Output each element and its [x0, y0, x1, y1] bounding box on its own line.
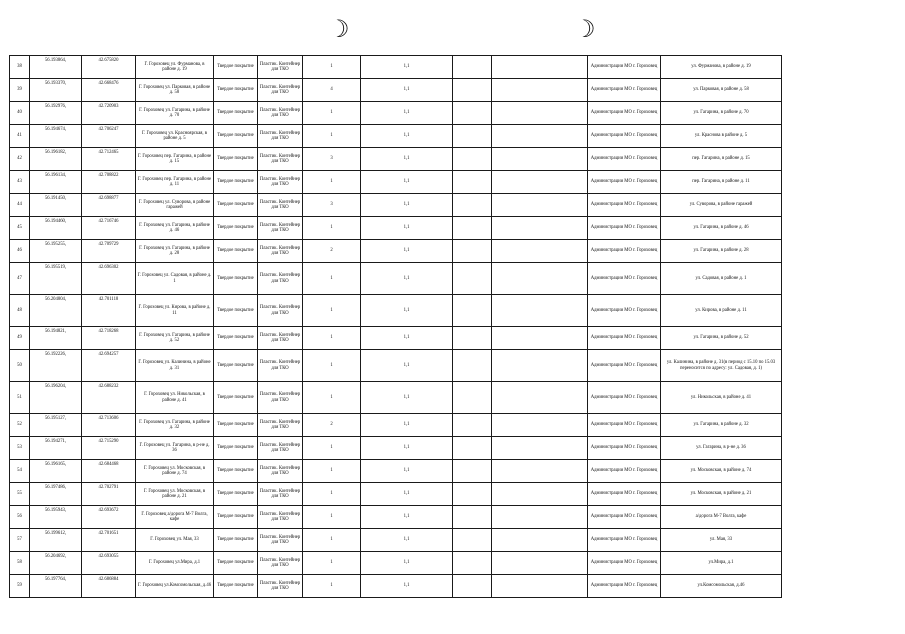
container-count: 1: [303, 171, 361, 194]
empty-cell: [453, 56, 492, 79]
table-row: [10, 382, 782, 414]
table-row: [10, 79, 782, 102]
owner-name: Администрации МО г. Гороховец: [588, 56, 661, 79]
container-type: Пластик. Контейнер для ТКО: [258, 437, 303, 460]
source-address: ул.Комсомольская, д.46: [661, 575, 782, 598]
container-volume: 1,1: [361, 148, 453, 171]
container-volume: 1,1: [361, 437, 453, 460]
owner-name: Администрации МО г. Гороховец: [588, 125, 661, 148]
empty-cell: [492, 327, 588, 350]
source-address: ул. Мая, 33: [661, 529, 782, 552]
empty-cell: [453, 350, 492, 382]
site-address: Г. Гороховец ул. Мая, 33: [136, 529, 214, 552]
page-mark-left: ☽: [328, 17, 350, 43]
latitude: 56.195943,: [30, 506, 82, 529]
source-address: а/дорога М-7 Волга, кафе: [661, 506, 782, 529]
empty-cell: [492, 217, 588, 240]
table-row: [10, 56, 782, 79]
site-address: Г. Гороховец ул. Кирова, в районе д. 11: [136, 295, 214, 327]
surface-type: Твердое покрытие: [214, 194, 258, 217]
longitude: 42.684468: [82, 460, 136, 483]
empty-cell: [453, 483, 492, 506]
row-number: 38: [10, 56, 30, 79]
table-row: [10, 350, 782, 382]
owner-name: Администрации МО г. Гороховец: [588, 240, 661, 263]
owner-name: Администрации МО г. Гороховец: [588, 483, 661, 506]
container-type: Пластик. Контейнер для ТКО: [258, 575, 303, 598]
surface-type: Твердое покрытие: [214, 56, 258, 79]
site-address: Г. Гороховец ул.Мира, д.1: [136, 552, 214, 575]
table-row: [10, 327, 782, 350]
table-row: [10, 263, 782, 295]
container-type: Пластик. Контейнер для ТКО: [258, 552, 303, 575]
container-count: 4: [303, 79, 361, 102]
container-type: Пластик. Контейнер для ТКО: [258, 148, 303, 171]
container-count: 2: [303, 240, 361, 263]
container-type: Пластик. Контейнер для ТКО: [258, 263, 303, 295]
row-number: 52: [10, 414, 30, 437]
empty-cell: [453, 575, 492, 598]
site-address: Г. Гороховец ул. Красноярская, в районе д. 5: [136, 125, 214, 148]
row-number: 58: [10, 552, 30, 575]
surface-type: Твердое покрытие: [214, 125, 258, 148]
surface-type: Твердое покрытие: [214, 460, 258, 483]
container-type: Пластик. Контейнер для ТКО: [258, 194, 303, 217]
site-address: Г. Гороховец ул. Московская, в районе д. 74: [136, 460, 214, 483]
container-volume: 1,1: [361, 263, 453, 295]
empty-cell: [453, 194, 492, 217]
container-count: 1: [303, 263, 361, 295]
site-address: Г. Гороховец ул. Гагарина, в р-не д. 36: [136, 437, 214, 460]
empty-cell: [453, 327, 492, 350]
site-address: Г. Гороховец ул.Комсомольская, д.46: [136, 575, 214, 598]
empty-cell: [453, 263, 492, 295]
latitude: 56.196204,: [30, 382, 82, 414]
owner-name: Администрации МО г. Гороховец: [588, 295, 661, 327]
container-count: 1: [303, 125, 361, 148]
container-type: Пластик. Контейнер для ТКО: [258, 56, 303, 79]
row-number: 49: [10, 327, 30, 350]
longitude: 42.718268: [82, 327, 136, 350]
owner-name: Администрации МО г. Гороховец: [588, 437, 661, 460]
source-address: ул. Гагарина, в р-не д. 36: [661, 437, 782, 460]
site-address: Г. Гороховец ул. Гагарина, в районе д. 46: [136, 217, 214, 240]
owner-name: Администрации МО г. Гороховец: [588, 263, 661, 295]
container-type: Пластик. Контейнер для ТКО: [258, 506, 303, 529]
container-volume: 1,1: [361, 350, 453, 382]
owner-name: Администрации МО г. Гороховец: [588, 171, 661, 194]
empty-cell: [492, 125, 588, 148]
longitude: 42.701651: [82, 529, 136, 552]
container-count: 2: [303, 414, 361, 437]
container-volume: 1,1: [361, 529, 453, 552]
surface-type: Твердое покрытие: [214, 240, 258, 263]
source-address: ул. Гагарина, в районе д. 28: [661, 240, 782, 263]
empty-cell: [492, 529, 588, 552]
site-address: Г. Гороховец ул. Калинина, в районе д. 31: [136, 350, 214, 382]
container-volume: 1,1: [361, 414, 453, 437]
container-count: 1: [303, 483, 361, 506]
container-volume: 1,1: [361, 102, 453, 125]
surface-type: Твердое покрытие: [214, 575, 258, 598]
empty-cell: [492, 56, 588, 79]
container-type: Пластик. Контейнер для ТКО: [258, 125, 303, 148]
source-address: ул. Кирова, в районе д. 11: [661, 295, 782, 327]
container-volume: 1,1: [361, 382, 453, 414]
latitude: 56.193370,: [30, 79, 82, 102]
surface-type: Твердое покрытие: [214, 350, 258, 382]
container-count: 1: [303, 575, 361, 598]
source-address: ул. Гагарина, в районе д. 52: [661, 327, 782, 350]
latitude: 56.197764,: [30, 575, 82, 598]
longitude: 42.693672: [82, 506, 136, 529]
longitude: 42.696302: [82, 263, 136, 295]
longitude: 42.715290: [82, 437, 136, 460]
surface-type: Твердое покрытие: [214, 483, 258, 506]
site-address: Г. Гороховец ул. Суворова, в районе гаражей: [136, 194, 214, 217]
empty-cell: [453, 506, 492, 529]
container-type: Пластик. Контейнер для ТКО: [258, 295, 303, 327]
site-address: Г. Гороховец ул. Московская, в районе д. 21: [136, 483, 214, 506]
site-address: Г. Гороховец ул. Гагарина, в районе д. 70: [136, 102, 214, 125]
container-volume: 1,1: [361, 194, 453, 217]
container-type: Пластик. Контейнер для ТКО: [258, 79, 303, 102]
owner-name: Администрации МО г. Гороховец: [588, 382, 661, 414]
container-count: 1: [303, 552, 361, 575]
surface-type: Твердое покрытие: [214, 529, 258, 552]
owner-name: Администрации МО г. Гороховец: [588, 575, 661, 598]
container-count: 1: [303, 295, 361, 327]
longitude: 42.706247: [82, 125, 136, 148]
empty-cell: [492, 575, 588, 598]
container-count: 1: [303, 102, 361, 125]
owner-name: Администрации МО г. Гороховец: [588, 414, 661, 437]
container-count: 3: [303, 194, 361, 217]
owner-name: Администрации МО г. Гороховец: [588, 327, 661, 350]
empty-cell: [492, 382, 588, 414]
table-row: [10, 437, 782, 460]
longitude: 42.701118: [82, 295, 136, 327]
longitude: 42.693055: [82, 552, 136, 575]
site-address: Г. Гороховец ул. Гагарина, в районе д. 52: [136, 327, 214, 350]
table-row: [10, 240, 782, 263]
source-address: пер. Гагарина, в районе д. 15: [661, 148, 782, 171]
longitude: 42.716746: [82, 217, 136, 240]
owner-name: Администрации МО г. Гороховец: [588, 529, 661, 552]
longitude: 42.713606: [82, 414, 136, 437]
owner-name: Администрации МО г. Гороховец: [588, 79, 661, 102]
table-row: [10, 194, 782, 217]
latitude: 56.195519,: [30, 263, 82, 295]
longitude: 42.709729: [82, 240, 136, 263]
row-number: 55: [10, 483, 30, 506]
empty-cell: [492, 350, 588, 382]
longitude: 42.668476: [82, 79, 136, 102]
latitude: 56.196134,: [30, 171, 82, 194]
source-address: ул. Московская, в районе д. 21: [661, 483, 782, 506]
table-row: [10, 148, 782, 171]
longitude: 42.694257: [82, 350, 136, 382]
source-address: ул. Фурманова, в районе д. 19: [661, 56, 782, 79]
page-mark-right: ☽: [574, 17, 596, 43]
empty-cell: [492, 414, 588, 437]
latitude: 56.195127,: [30, 414, 82, 437]
latitude: 56.196182,: [30, 148, 82, 171]
surface-type: Твердое покрытие: [214, 414, 258, 437]
table-row: [10, 217, 782, 240]
empty-cell: [453, 295, 492, 327]
empty-cell: [492, 102, 588, 125]
longitude: 42.698877: [82, 194, 136, 217]
row-number: 54: [10, 460, 30, 483]
container-volume: 1,1: [361, 56, 453, 79]
table-row: [10, 460, 782, 483]
container-volume: 1,1: [361, 240, 453, 263]
site-address: Г. Гороховец пер. Гагарина, в районе д. 15: [136, 148, 214, 171]
container-volume: 1,1: [361, 171, 453, 194]
owner-name: Администрации МО г. Гороховец: [588, 506, 661, 529]
row-number: 40: [10, 102, 30, 125]
empty-cell: [492, 437, 588, 460]
longitude: 42.688232: [82, 382, 136, 414]
site-address: Г. Гороховец а/дорога М-7 Волга, кафе: [136, 506, 214, 529]
latitude: 56.194460,: [30, 217, 82, 240]
source-address: ул. Гагарина, в районе д. 70: [661, 102, 782, 125]
latitude: 56.192226,: [30, 350, 82, 382]
row-number: 43: [10, 171, 30, 194]
longitude: 42.708822: [82, 171, 136, 194]
row-number: 41: [10, 125, 30, 148]
waste-sites-table: [9, 55, 782, 598]
source-address: ул. Парковая, в районе д. 58: [661, 79, 782, 102]
source-address: ул. Краснова в районе д. 5: [661, 125, 782, 148]
empty-cell: [492, 148, 588, 171]
container-count: 1: [303, 217, 361, 240]
empty-cell: [492, 194, 588, 217]
row-number: 56: [10, 506, 30, 529]
surface-type: Твердое покрытие: [214, 327, 258, 350]
empty-cell: [453, 148, 492, 171]
site-address: Г. Гороховец ул. Гагарина, в районе д. 32: [136, 414, 214, 437]
empty-cell: [492, 171, 588, 194]
row-number: 44: [10, 194, 30, 217]
empty-cell: [453, 102, 492, 125]
empty-cell: [492, 460, 588, 483]
row-number: 45: [10, 217, 30, 240]
container-volume: 1,1: [361, 79, 453, 102]
site-address: Г. Гороховец ул. Фурманова, в районе д. 19: [136, 56, 214, 79]
container-count: 3: [303, 148, 361, 171]
empty-cell: [492, 263, 588, 295]
site-address: Г. Гороховец ул. Садовая, в районе д. 1: [136, 263, 214, 295]
table-row: [10, 506, 782, 529]
container-type: Пластик. Контейнер для ТКО: [258, 460, 303, 483]
container-count: 1: [303, 327, 361, 350]
surface-type: Твердое покрытие: [214, 382, 258, 414]
surface-type: Твердое покрытие: [214, 171, 258, 194]
latitude: 56.204692,: [30, 552, 82, 575]
table-body: [10, 56, 782, 598]
surface-type: Твердое покрытие: [214, 102, 258, 125]
owner-name: Администрации МО г. Гороховец: [588, 350, 661, 382]
container-count: 1: [303, 350, 361, 382]
empty-cell: [453, 529, 492, 552]
empty-cell: [453, 217, 492, 240]
row-number: 57: [10, 529, 30, 552]
owner-name: Администрации МО г. Гороховец: [588, 217, 661, 240]
row-number: 46: [10, 240, 30, 263]
site-address: Г. Гороховец ул. Гагарина, в районе д. 28: [136, 240, 214, 263]
container-volume: 1,1: [361, 552, 453, 575]
owner-name: Администрации МО г. Гороховец: [588, 552, 661, 575]
latitude: 56.204804,: [30, 295, 82, 327]
container-type: Пластик. Контейнер для ТКО: [258, 414, 303, 437]
container-count: 1: [303, 529, 361, 552]
container-count: 1: [303, 56, 361, 79]
empty-cell: [453, 240, 492, 263]
table-row: [10, 102, 782, 125]
empty-cell: [453, 437, 492, 460]
surface-type: Твердое покрытие: [214, 79, 258, 102]
container-volume: 1,1: [361, 295, 453, 327]
latitude: 56.195255,: [30, 240, 82, 263]
source-address: ул.Мира, д.1: [661, 552, 782, 575]
owner-name: Администрации МО г. Гороховец: [588, 194, 661, 217]
table-row: [10, 529, 782, 552]
row-number: 47: [10, 263, 30, 295]
latitude: 56.199612,: [30, 529, 82, 552]
surface-type: Твердое покрытие: [214, 295, 258, 327]
latitude: 56.194674,: [30, 125, 82, 148]
empty-cell: [492, 240, 588, 263]
row-number: 53: [10, 437, 30, 460]
surface-type: Твердое покрытие: [214, 506, 258, 529]
latitude: 56.194821,: [30, 327, 82, 350]
source-address: ул. Садовая, в районе д. 1: [661, 263, 782, 295]
owner-name: Администрации МО г. Гороховец: [588, 102, 661, 125]
empty-cell: [453, 382, 492, 414]
container-type: Пластик. Контейнер для ТКО: [258, 382, 303, 414]
longitude: 42.686884: [82, 575, 136, 598]
source-address: ул. Никольская, в районе д. 41: [661, 382, 782, 414]
empty-cell: [453, 460, 492, 483]
row-number: 51: [10, 382, 30, 414]
surface-type: Твердое покрытие: [214, 263, 258, 295]
table-row: [10, 125, 782, 148]
latitude: 56.193864,: [30, 56, 82, 79]
empty-cell: [492, 506, 588, 529]
container-type: Пластик. Контейнер для ТКО: [258, 102, 303, 125]
container-type: Пластик. Контейнер для ТКО: [258, 171, 303, 194]
container-type: Пластик. Контейнер для ТКО: [258, 240, 303, 263]
longitude: 42.712465: [82, 148, 136, 171]
table-row: [10, 414, 782, 437]
site-address: Г. Гороховец ул. Никольская, в районе д. 41: [136, 382, 214, 414]
table-row: [10, 575, 782, 598]
owner-name: Администрации МО г. Гороховец: [588, 460, 661, 483]
empty-cell: [453, 79, 492, 102]
source-address: ул. Московская, в районе д. 74: [661, 460, 782, 483]
empty-cell: [453, 171, 492, 194]
container-type: Пластик. Контейнер для ТКО: [258, 483, 303, 506]
container-count: 1: [303, 506, 361, 529]
latitude: 56.197486,: [30, 483, 82, 506]
latitude: 56.196165,: [30, 460, 82, 483]
latitude: 56.191450,: [30, 194, 82, 217]
container-type: Пластик. Контейнер для ТКО: [258, 327, 303, 350]
surface-type: Твердое покрытие: [214, 148, 258, 171]
container-volume: 1,1: [361, 506, 453, 529]
container-volume: 1,1: [361, 483, 453, 506]
container-volume: 1,1: [361, 217, 453, 240]
container-volume: 1,1: [361, 327, 453, 350]
owner-name: Администрации МО г. Гороховец: [588, 148, 661, 171]
longitude: 42.720903: [82, 102, 136, 125]
container-type: Пластик. Контейнер для ТКО: [258, 217, 303, 240]
row-number: 42: [10, 148, 30, 171]
source-address: ул. Суворова, в районе гаражей: [661, 194, 782, 217]
container-volume: 1,1: [361, 575, 453, 598]
latitude: 56.194271,: [30, 437, 82, 460]
row-number: 50: [10, 350, 30, 382]
surface-type: Твердое покрытие: [214, 217, 258, 240]
container-count: 1: [303, 460, 361, 483]
source-address: пер. Гагарина, в районе д. 11: [661, 171, 782, 194]
container-count: 1: [303, 437, 361, 460]
empty-cell: [453, 414, 492, 437]
site-address: Г. Гороховец ул. Парковая, в районе д. 58: [136, 79, 214, 102]
container-volume: 1,1: [361, 125, 453, 148]
latitude: 56.192976,: [30, 102, 82, 125]
empty-cell: [453, 125, 492, 148]
container-count: 1: [303, 382, 361, 414]
container-type: Пластик. Контейнер для ТКО: [258, 529, 303, 552]
surface-type: Твердое покрытие: [214, 437, 258, 460]
surface-type: Твердое покрытие: [214, 552, 258, 575]
longitude: 42.675820: [82, 56, 136, 79]
empty-cell: [492, 79, 588, 102]
table-row: [10, 483, 782, 506]
empty-cell: [492, 483, 588, 506]
empty-cell: [492, 295, 588, 327]
row-number: 39: [10, 79, 30, 102]
source-address: ул. Калинина, в районе д. 31(в период с 15.10 по 15.03 переносится по адресу: ул. Садовая, д. 1): [661, 350, 782, 382]
table-row: [10, 552, 782, 575]
empty-cell: [492, 552, 588, 575]
container-type: Пластик. Контейнер для ТКО: [258, 350, 303, 382]
longitude: 42.702791: [82, 483, 136, 506]
site-address: Г. Гороховец пер. Гагарина, в районе д. 11: [136, 171, 214, 194]
source-address: ул. Гагарина, в районе д. 46: [661, 217, 782, 240]
row-number: 48: [10, 295, 30, 327]
source-address: ул. Гагарина, в районе д. 32: [661, 414, 782, 437]
table-row: [10, 171, 782, 194]
container-volume: 1,1: [361, 460, 453, 483]
table-row: [10, 295, 782, 327]
empty-cell: [453, 552, 492, 575]
row-number: 59: [10, 575, 30, 598]
